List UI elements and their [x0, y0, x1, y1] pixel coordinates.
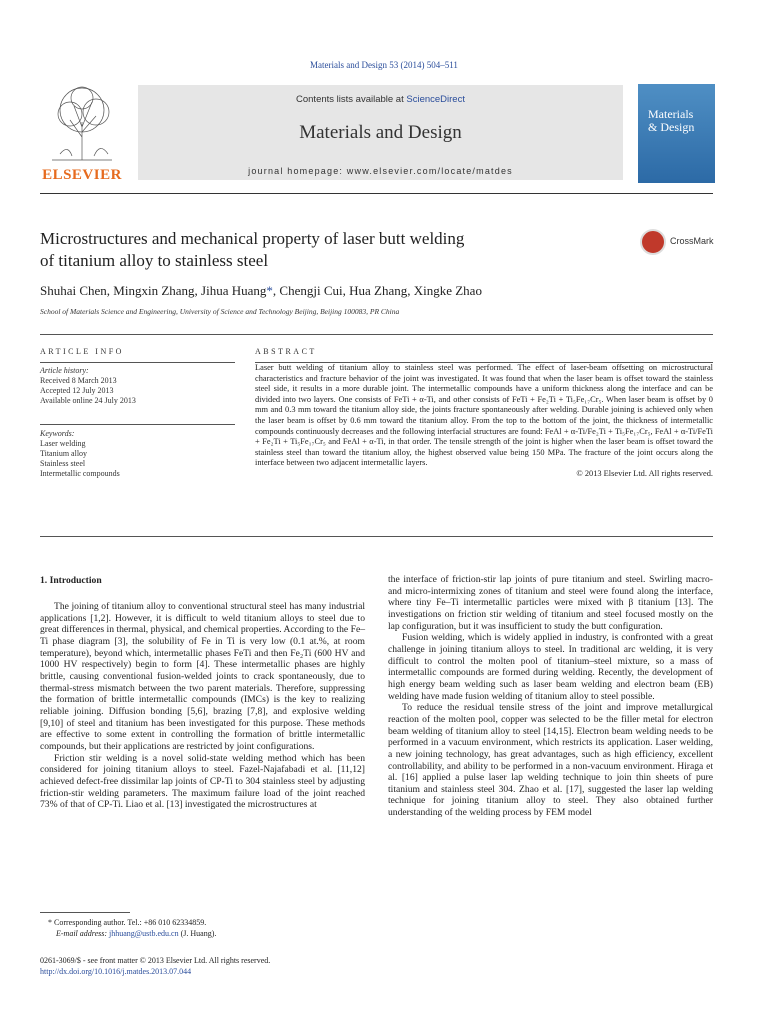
abstract-text: Laser butt welding of titanium alloy to stainless steel was performed. The effect of laser-beam offsetting on microstructural characteristics and fracture behavior of the joint was investigated. It was found that when the laser beam is offset toward the stainless steel side, it results in a more durable joint. The intermetallic compounds have a uniform thickness along the interface and can be divided into two layers. One consists of FeTi + α-Ti, and other consists of FeTi + Fe₂Ti + Ti₅Fe₁₇Cr₅. When laser beam is offset by 0 mm and 0.3 mm toward the titanium alloy side, the joints fracture spontaneously after welding. Durable joining is achieved only when the laser beam is offset by 0.6 mm toward the titanium alloy. From the top to the bottom of the joint, the thickness of intermetallic compounds continuously decreases and the following interfacial structures are found: FeAl + α-Ti/Fe₂Ti + Ti₅Fe₁₇Cr₅, FeAl + α-Ti/FeTi + Fe₂Ti + Ti₅Fe₁₇Cr₅ and FeAl + α-Ti, in that order. The tensile strength of the joint is higher when the laser beam is offset toward the stainless steel than toward the titanium alloy, the highest observed value being 150 MPa. The fracture of the joint occurs along the interface between two adjacent intermetallic layers. [255, 363, 713, 468]
paragraph: Fusion welding, which is widely applied in industry, is confronted with a great challenge in joining titanium alloys to steel. In traditional arc welding, it is very difficult to control the molten pool of titanium–steel mixture, so a mass of intermetallic compounds are formed during welding. Recently, the development of high energy beam welding such as laser beam welding and electron beam (EB) welding have made fusion welding of titanium alloy to steel possible. [388, 632, 713, 702]
tree-logo-icon [42, 82, 122, 162]
sciencedirect-link[interactable]: ScienceDirect [406, 94, 465, 105]
affiliation: School of Materials Science and Engineering, University of Science and Technology Beijing, Beijing 100083, PR China [40, 307, 400, 316]
keywords-rule [40, 424, 235, 425]
abstract-body [255, 363, 713, 480]
paragraph: The joining of titanium alloy to conventional structural steel has many industrial applications [1,2]. However, it is difficult to weld titanium alloys to steel due to great differences in thermal, physical, and chemical properties. According to the Fe–Ti phase diagram [3], the solubility of Fe in Ti is very low (0.1 at.%, at room temperature), beyond which, intermetallic phases FeTi and then Fe₂Ti (600 HV and 1000 HV respectively) begin to form [4]. These intermetallic phases are highly brittle, causing conventional fusion-welded joints to crack spontaneously, due to thermal-stress mismatch between the two parent materials. Therefore, suppressing the formation of brittle intermetallic compounds (IMCs) is the key to realizing reliable joining. Diffusion bonding [5,6], brazing [7,8], and explosive welding [9,10] of steel and titanium has been investigated for this purpose. These methods are effective to some extent in controlling the formation of brittle intermetallic compounds, but their applications are restricted by joint configurations. [40, 601, 365, 752]
keyword: Intermetallic compounds [40, 469, 120, 478]
section-heading: 1. Introduction [40, 575, 102, 586]
corresponding-marker[interactable]: * [266, 283, 273, 298]
keyword: Titanium alloy [40, 449, 88, 458]
left-column [40, 601, 365, 811]
keyword: Laser welding [40, 439, 86, 448]
article-title: Microstructures and mechanical property of laser butt welding of titanium alloy to stainless steel [40, 229, 465, 270]
footnote-rule [40, 912, 130, 913]
journal-title: Materials and Design [299, 122, 462, 143]
article-info-heading: ARTICLE INFO [40, 347, 124, 356]
issn-block: 0261-3069/$ - see front matter © 2013 Elsevier Ltd. All rights reserved. http://dx.doi.org/10.1016/j.matdes.2013.07.044 [40, 955, 370, 977]
journal-homepage[interactable]: journal homepage: www.elsevier.com/locate/matdes [248, 166, 513, 176]
author-list: Shuhai Chen, Mingxin Zhang, Jihua Huang*, Chengji Cui, Hua Zhang, Xingke Zhao [40, 283, 482, 298]
cover-title: Materials & Design [648, 107, 695, 134]
affil-rule [40, 334, 713, 335]
crossmark-badge[interactable]: CrossMark [640, 229, 730, 257]
publisher-name: ELSEVIER [42, 167, 122, 183]
paragraph: To reduce the residual tensile stress of the joint and improve metallurgical reaction of the molten pool, copper was selected to be the filler metal for electron beam welding of titanium alloy to steel [14,15]. Electron beam welding needs to be performed in a vacuum environment, which restricts its application. Laser welding, a new joining technology, has great advantages, such as high efficiency, excellent controllability, and ability to be performed in a non-vacuum environment. Hiraga et al. [16] applied a pulse laser lap welding technique to join thin sheets of pure titanium and stainless steel 304. Zhao et al. [17], suggested the laser lap welding technique for joining titanium alloy to steel. They also obtained further understanding of the welding process by FEM model [388, 702, 713, 819]
journal-banner [138, 85, 623, 180]
right-column [388, 574, 713, 819]
doi-link[interactable]: http://dx.doi.org/10.1016/j.matdes.2013.07.044 [40, 967, 192, 976]
email-link[interactable]: jhhuang@ustb.edu.cn [109, 929, 179, 938]
journal-cover [638, 84, 715, 183]
abstract-heading: ABSTRACT [255, 347, 317, 356]
info-rule [40, 362, 235, 363]
abstract-copyright: © 2013 Elsevier Ltd. All rights reserved. [576, 468, 713, 478]
footnote: * Corresponding author. Tel.: +86 010 62334859. E-mail address: jhhuang@ustb.edu.cn (J. Huang). [48, 918, 217, 938]
paragraph: Friction stir welding is a novel solid-state welding method which has been considered for joining titanium alloys to steel. Fazel-Najafabadi et al. [11,12] achieved defect-free dissimilar lap joints of CP-Ti to 304 stainless steel by adjusting friction-stir welding parameters. The maximum failure load of the joint reached 73% of that of CP-Ti. Liao et al. [13] investigated the microstructures at [40, 752, 365, 811]
journal-citation[interactable]: Materials and Design 53 (2014) 504–511 [310, 60, 458, 70]
elsevier-logo [38, 82, 126, 182]
abstract-bottom-rule [40, 536, 713, 537]
header-rule [40, 193, 713, 194]
contents-line: Contents lists available at ScienceDirect [296, 94, 465, 105]
keyword: Stainless steel [40, 459, 86, 468]
crossmark-icon [640, 229, 666, 255]
article-history: Article history: Received 8 March 2013 Accepted 12 July 2013 Available online 24 July 2013 [40, 366, 136, 405]
keywords-block: Keywords: Laser welding Titanium alloy Stainless steel Intermetallic compounds [40, 429, 230, 479]
paragraph: the interface of friction-stir lap joints of pure titanium and steel. Swirling macro- and micro-intermixing zones of titanium and steel were found along the interface, where tiny Fe–Ti intermetallic particles were mixed with β titanium [13]. The investigations on friction stir welding of titanium and steel focused mostly on the lap configuration, but it was insufficient to study the butt configuration. [388, 574, 713, 632]
